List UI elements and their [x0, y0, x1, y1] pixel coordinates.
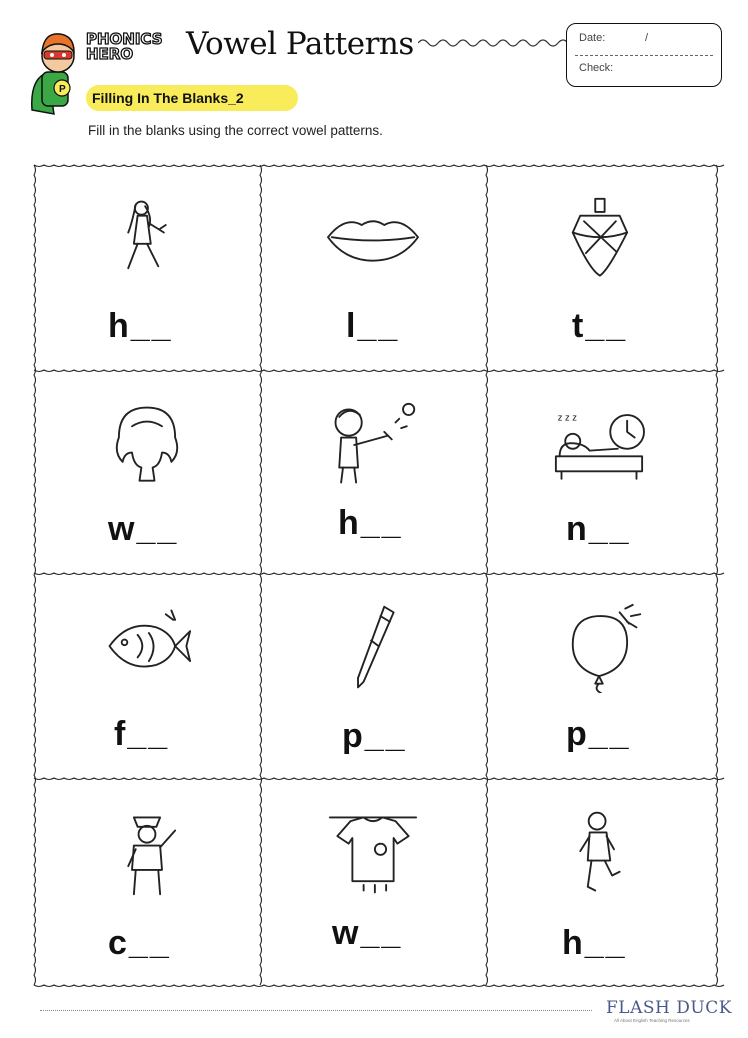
boy-hitting-ball-icon [323, 400, 423, 490]
svg-text:P: P [59, 84, 66, 95]
word-blank: l__ [346, 307, 400, 345]
flash-duck-logo [606, 996, 732, 1030]
wig-icon [97, 400, 197, 490]
word-card [260, 370, 486, 573]
word-card [260, 778, 486, 981]
word-blank: h__ [108, 307, 173, 345]
word-card [34, 573, 260, 776]
instruction-text: Fill in the blanks using the correct vowel patterns. [88, 123, 383, 138]
check-label: Check: [579, 62, 614, 74]
svg-text:HERO: HERO [86, 45, 134, 63]
word-blank: f__ [114, 715, 170, 753]
svg-text:PHONICS: PHONICS [86, 30, 163, 48]
word-card [34, 370, 260, 573]
footer-dotted-line [40, 1010, 592, 1011]
worksheet-subtitle: Filling In The Blanks_2 [92, 90, 244, 106]
word-card [260, 573, 486, 776]
fish-icon [97, 603, 197, 693]
page-title: Vowel Patterns [186, 26, 414, 62]
lips-icon [323, 195, 423, 285]
svg-text:z z z: z z z [557, 412, 577, 423]
word-blank: h__ [338, 504, 403, 542]
word-blank: t__ [572, 307, 628, 345]
napping-person-icon [549, 400, 649, 490]
word-card [486, 573, 712, 776]
word-blank: p__ [566, 715, 631, 753]
word-card [486, 165, 712, 368]
police-officer-icon [97, 808, 197, 898]
word-card [34, 778, 260, 981]
word-card [486, 778, 712, 981]
popping-balloon-icon [549, 603, 649, 693]
hopping-person-icon [549, 808, 649, 898]
word-card [260, 165, 486, 368]
walking-girl-icon [97, 195, 197, 285]
date-label: Date: [579, 32, 606, 44]
word-blank: w__ [108, 510, 179, 548]
word-blank: c__ [108, 924, 171, 962]
spinning-top-icon [549, 195, 649, 285]
word-card [34, 165, 260, 368]
brand-name: FLASH DUCK [606, 998, 732, 1018]
pen-icon [323, 603, 423, 693]
word-blank: h__ [562, 924, 627, 962]
date-separator: / [645, 32, 649, 44]
brand-tagline: All About English Teaching Resources [614, 1018, 690, 1023]
word-blank: w__ [332, 914, 403, 952]
word-blank: n__ [566, 510, 631, 548]
word-card [486, 370, 712, 573]
word-blank: p__ [342, 717, 407, 755]
wet-shirt-icon [323, 808, 423, 898]
